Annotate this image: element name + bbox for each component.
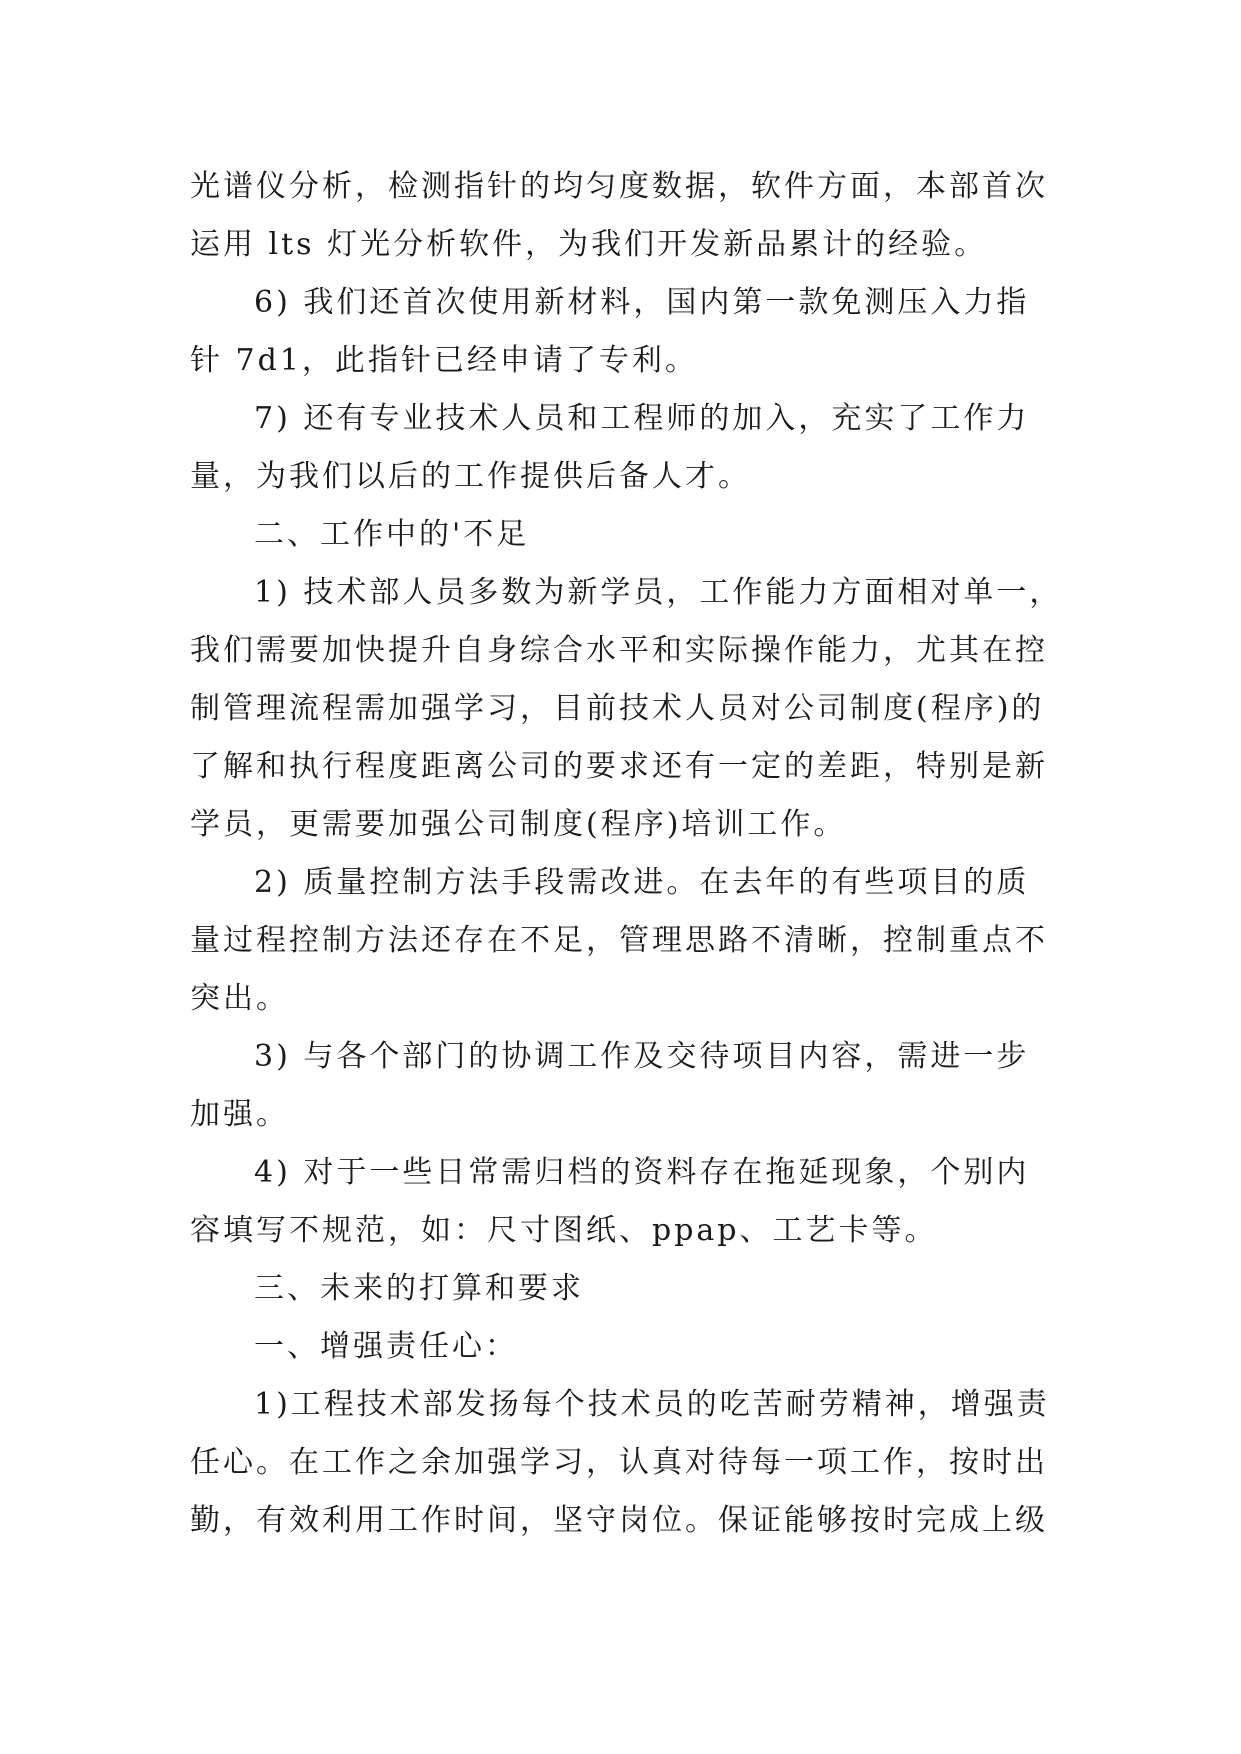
text-line: 勤，有效利用工作时间，坚守岗位。保证能够按时完成上级 [190, 1503, 1048, 1538]
text-line: 任心。在工作之余加强学习，认真对待每一项工作，按时出 [190, 1445, 1048, 1480]
text-line: 2) 质量控制方法手段需改进。在去年的有些项目的质 [254, 865, 1030, 900]
text-line: 1)工程技术部发扬每个技术员的吃苦耐劳精神，增强责 [254, 1387, 1050, 1422]
text-line: 1) 技术部人员多数为新学员，工作能力方面相对单一， [254, 575, 1063, 610]
text-line: 针 7d1，此指针已经申请了专利。 [190, 343, 698, 378]
text-line: 运用 lts 灯光分析软件，为我们开发新品累计的经验。 [190, 227, 988, 262]
document-page [190, 158, 1063, 1550]
text-line: 学员，更需要加强公司制度(程序)培训工作。 [190, 807, 847, 842]
section-heading: 二、工作中的'不足 [254, 517, 530, 552]
text-line: 量，为我们以后的工作提供后备人才。 [190, 459, 751, 494]
text-line: 制管理流程需加强学习，目前技术人员对公司制度(程序)的 [190, 691, 1045, 726]
text-line: 6) 我们还首次使用新材料，国内第一款免测压入力指 [254, 285, 1030, 320]
text-line: 容填写不规范，如：尺寸图纸、ppap、工艺卡等。 [190, 1213, 938, 1248]
text-line: 3) 与各个部门的协调工作及交待项目内容，需进一步 [254, 1039, 1030, 1074]
text-line: 量过程控制方法还存在不足，管理思路不清晰，控制重点不 [190, 923, 1048, 958]
text-line: 了解和执行程度距离公司的要求还有一定的差距，特别是新 [190, 749, 1048, 784]
subsection-heading: 一、增强责任心： [254, 1329, 518, 1364]
text-line: 我们需要加快提升自身综合水平和实际操作能力，尤其在控 [190, 633, 1048, 668]
text-line: 突出。 [190, 981, 289, 1016]
text-line: 4) 对于一些日常需归档的资料存在拖延现象，个别内 [254, 1155, 1030, 1190]
text-line: 光谱仪分析，检测指针的均匀度数据，软件方面，本部首次 [190, 169, 1048, 204]
section-heading: 三、未来的打算和要求 [254, 1271, 584, 1306]
text-line: 7) 还有专业技术人员和工程师的加入，充实了工作力 [254, 401, 1030, 436]
text-line: 加强。 [190, 1097, 289, 1132]
